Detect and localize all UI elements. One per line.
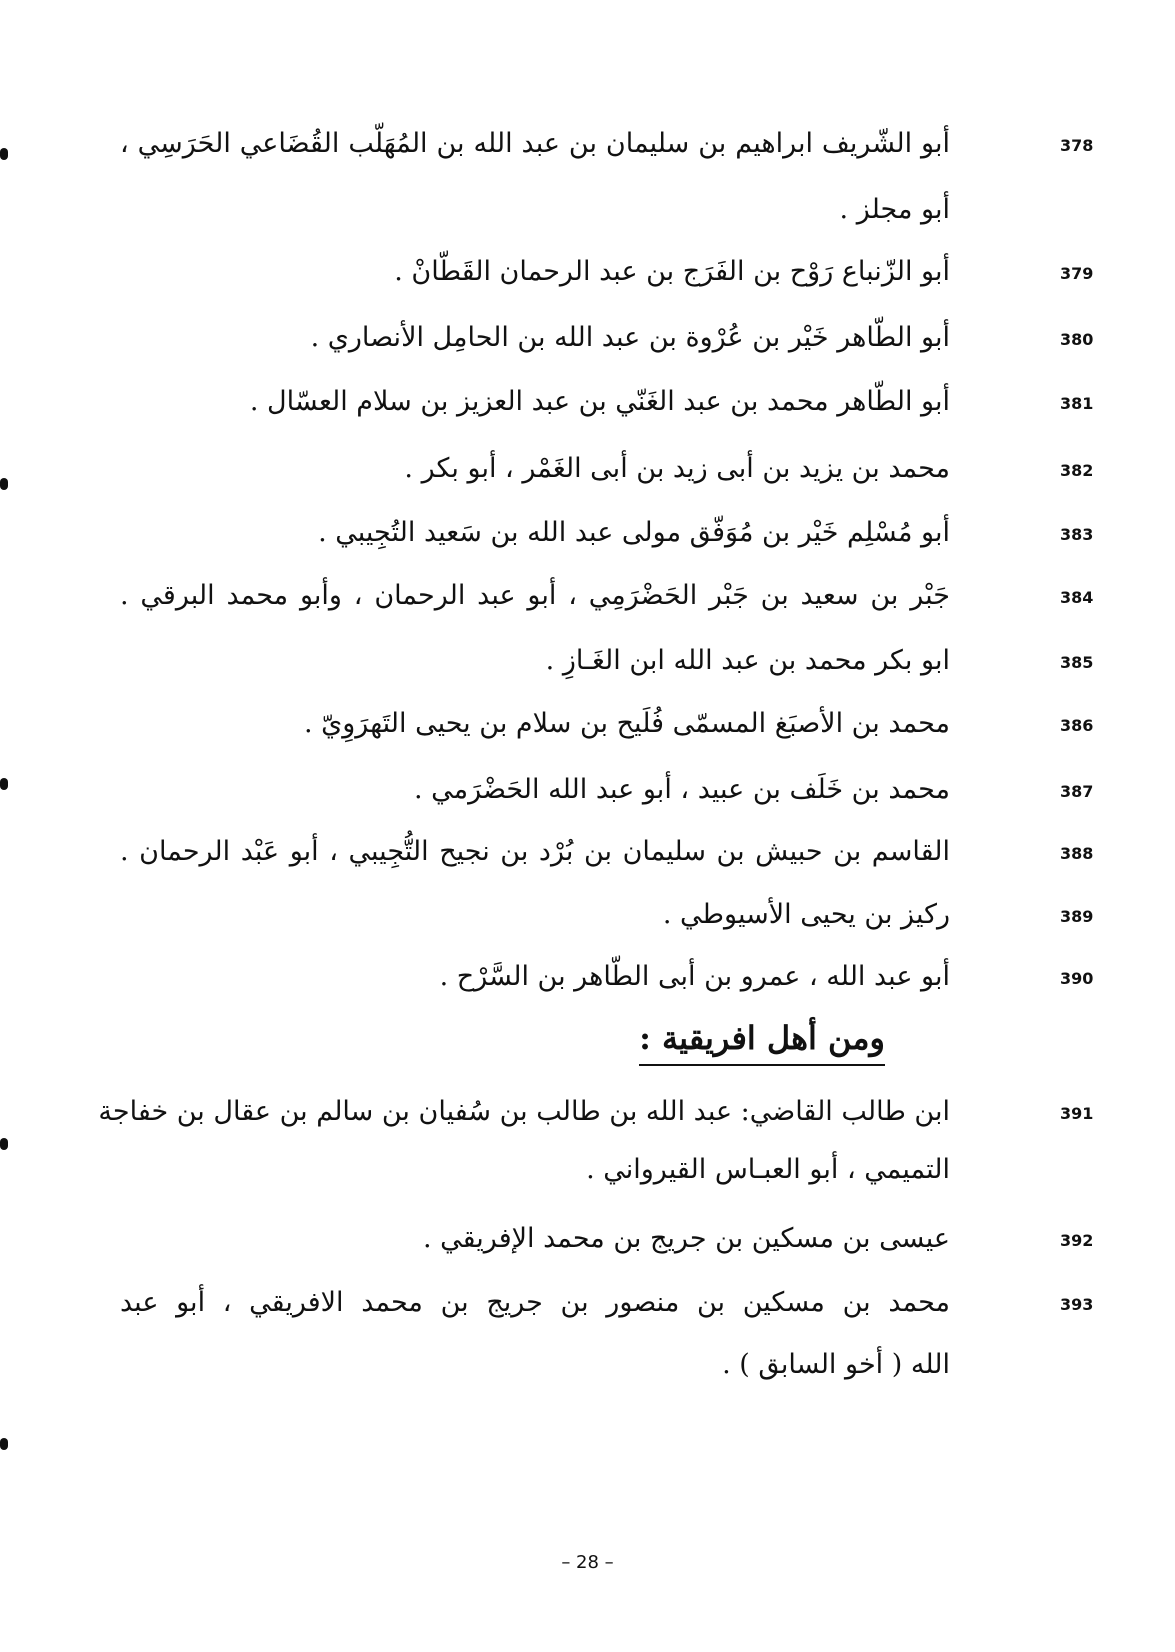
entry-text: محمد بن مسكين بن منصور بن جريج بن محمد الافريقي ، أبو عبد (120, 1287, 950, 1318)
entry-text: أبو مجلز . (839, 194, 950, 225)
entry-number: 392 (1060, 1231, 1094, 1250)
entry-text: الله ( أخو السابق ) . (722, 1349, 950, 1380)
entry-number: 386 (1060, 716, 1094, 735)
entry-number: 378 (1060, 136, 1094, 155)
entry-text: ابو بكر محمد بن عبد الله ابن الغَـازِ . (545, 645, 950, 676)
entry-number: 382 (1060, 461, 1094, 480)
entry-number: 379 (1060, 264, 1094, 283)
entry-text: أبو الطّاهر محمد بن عبد الغَنّي بن عبد العزيز بن سلام العسّال . (249, 386, 950, 417)
entry-number: 389 (1060, 907, 1094, 926)
entry-number: 383 (1060, 525, 1094, 544)
entry-text: أبو عبد الله ، عمرو بن أبى الطّاهر بن السَّرْح . (439, 961, 950, 992)
entry-text: محمد بن الأصبَغ المسمّى فُلَيح بن سلام بن يحيى التَهرَوِيّ . (303, 708, 950, 739)
entry-text: أبو الزّنباع رَوْح بن الفَرَج بن عبد الرحمان القَطّانْ . (394, 256, 950, 287)
entry-text: محمد بن يزيد بن أبى زيد بن أبى الغَمْر ، أبو بكر . (404, 453, 950, 484)
entry-number: 380 (1060, 330, 1094, 349)
entry-number: 391 (1060, 1104, 1094, 1123)
entry-text: جَبْر بن سعيد بن جَبْر الحَضْرَمِي ، أبو عبد الرحمان ، وأبو محمد البرقي . (120, 580, 950, 611)
entry-number: 384 (1060, 588, 1094, 607)
page-number: – 28 – (561, 1552, 614, 1573)
entry-text: أبو مُسْلِم خَيْر بن مُوَفّق مولى عبد الله بن سَعيد التُجِيبي . (318, 517, 950, 548)
entry-text: محمد بن خَلَف بن عبيد ، أبو عبد الله الحَضْرَمي . (413, 774, 950, 805)
entry-text: ركيز بن يحيى الأسيوطي . (662, 899, 950, 930)
entry-number: 388 (1060, 844, 1094, 863)
entry-number: 390 (1060, 969, 1094, 988)
entry-text: أبو الطّاهر خَيْر بن عُرْوة بن عبد الله بن الحامِل الأنصاري . (310, 322, 950, 353)
entry-number: 387 (1060, 782, 1094, 801)
entry-number: 393 (1060, 1295, 1094, 1314)
entry-text: عيسى بن مسكين بن جريج بن محمد الإفريقي . (422, 1223, 950, 1254)
entry-text: ابن طالب القاضي: عبد الله بن طالب بن سُفيان بن سالم بن عقال بن خفاجة (98, 1096, 950, 1127)
entry-text: التميمي ، أبو العبـاس القيرواني . (586, 1154, 950, 1185)
section-heading: ومن أهل افريقية : (639, 1018, 885, 1066)
entry-text: القاسم بن حبيش بن سليمان بن بُرْد بن نجيح التُّجِيبي ، أبو عَبْد الرحمان . (120, 836, 950, 867)
entry-text: أبو الشّريف ابراهيم بن سليمان بن عبد الله بن المُهَلّب القُضَاعي الحَرَسِي ، (120, 128, 950, 159)
entry-number: 381 (1060, 394, 1094, 413)
entry-number: 385 (1060, 653, 1094, 672)
